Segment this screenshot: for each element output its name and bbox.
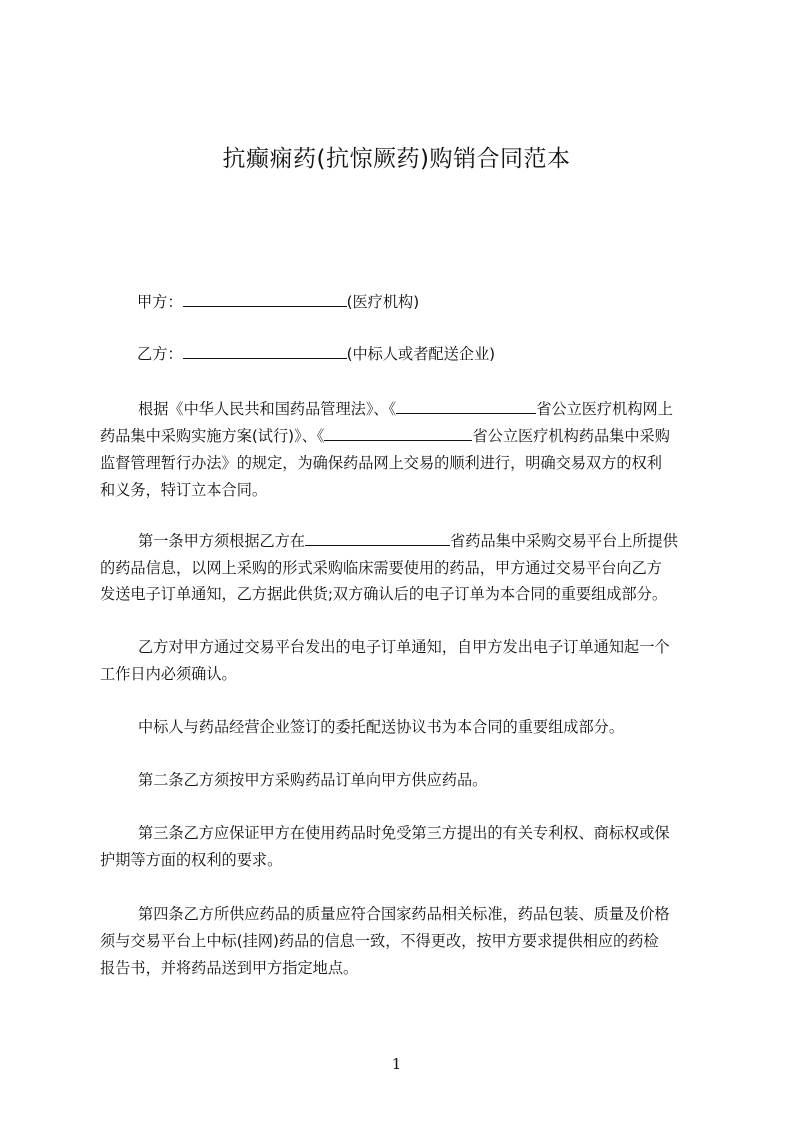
party-a-line <box>137 290 419 314</box>
party-b-suffix: (中标人或者配送企业) <box>346 345 496 363</box>
document-title: 抗癫痫药(抗惊厥药)购销合同范本 <box>222 146 571 172</box>
party-a-blank[interactable] <box>183 291 347 307</box>
paragraph-line: 发送电子订单通知，乙方据此供货;双方确认后的电子订单为本合同的重要组成部分。 <box>100 585 668 603</box>
paragraph-line: 和义务，特订立本合同。 <box>100 481 268 499</box>
party-b-line <box>137 342 495 366</box>
paragraph-line: 的药品信息，以网上采购的形式采购临床需要使用的药品，甲方通过交易平台向乙方 <box>100 559 662 577</box>
paragraph-line: 报告书，并将药品送到甲方指定地点。 <box>100 959 359 977</box>
paragraph-line: 根据《中华人民共和国药品管理法》、《 省公立医疗机构网上 <box>138 400 673 418</box>
paragraph-line: 工作日内必须确认。 <box>100 665 237 683</box>
paragraph-line: 药品集中采购实施方案(试行)》、《 省公立医疗机构药品集中采购 <box>100 427 670 445</box>
province-blank[interactable] <box>396 398 536 414</box>
paragraph-line: 第四条乙方所供应药品的质量应符合国家药品相关标准，药品包装、质量及价格 <box>138 905 670 923</box>
party-a-suffix: (医疗机构) <box>346 293 420 311</box>
province-blank[interactable] <box>305 530 450 546</box>
party-b-blank[interactable] <box>183 343 347 359</box>
paragraph-line: 乙方对甲方通过交易平台发出的电子订单通知，自甲方发出电子订单通知起一个 <box>138 638 670 656</box>
paragraph-line: 监督管理暂行办法》的规定，为确保药品网上交易的顺利进行，明确交易双方的权利 <box>100 454 662 472</box>
party-a-label: 甲方： <box>137 293 183 311</box>
paragraph-line: 护期等方面的权利的要求。 <box>100 851 283 869</box>
paragraph-line: 第三条乙方应保证甲方在使用药品时免受第三方提出的有关专利权、商标权或保 <box>138 824 670 842</box>
paragraph-line: 第一条甲方须根据乙方在 省药品集中采购交易平台上所提供 <box>138 532 678 550</box>
paragraph-line: 第二条乙方须按甲方采购药品订单向甲方供应药品。 <box>138 771 488 789</box>
page-number: 1 <box>391 1055 402 1073</box>
party-b-label: 乙方： <box>137 345 183 363</box>
paragraph-line: 须与交易平台上中标(挂网)药品的信息一致，不得更改，按甲方要求提供相应的药检 <box>100 932 659 950</box>
paragraph-line: 中标人与药品经营企业签订的委托配送协议书为本合同的重要组成部分。 <box>138 718 624 736</box>
province-blank[interactable] <box>324 425 472 441</box>
